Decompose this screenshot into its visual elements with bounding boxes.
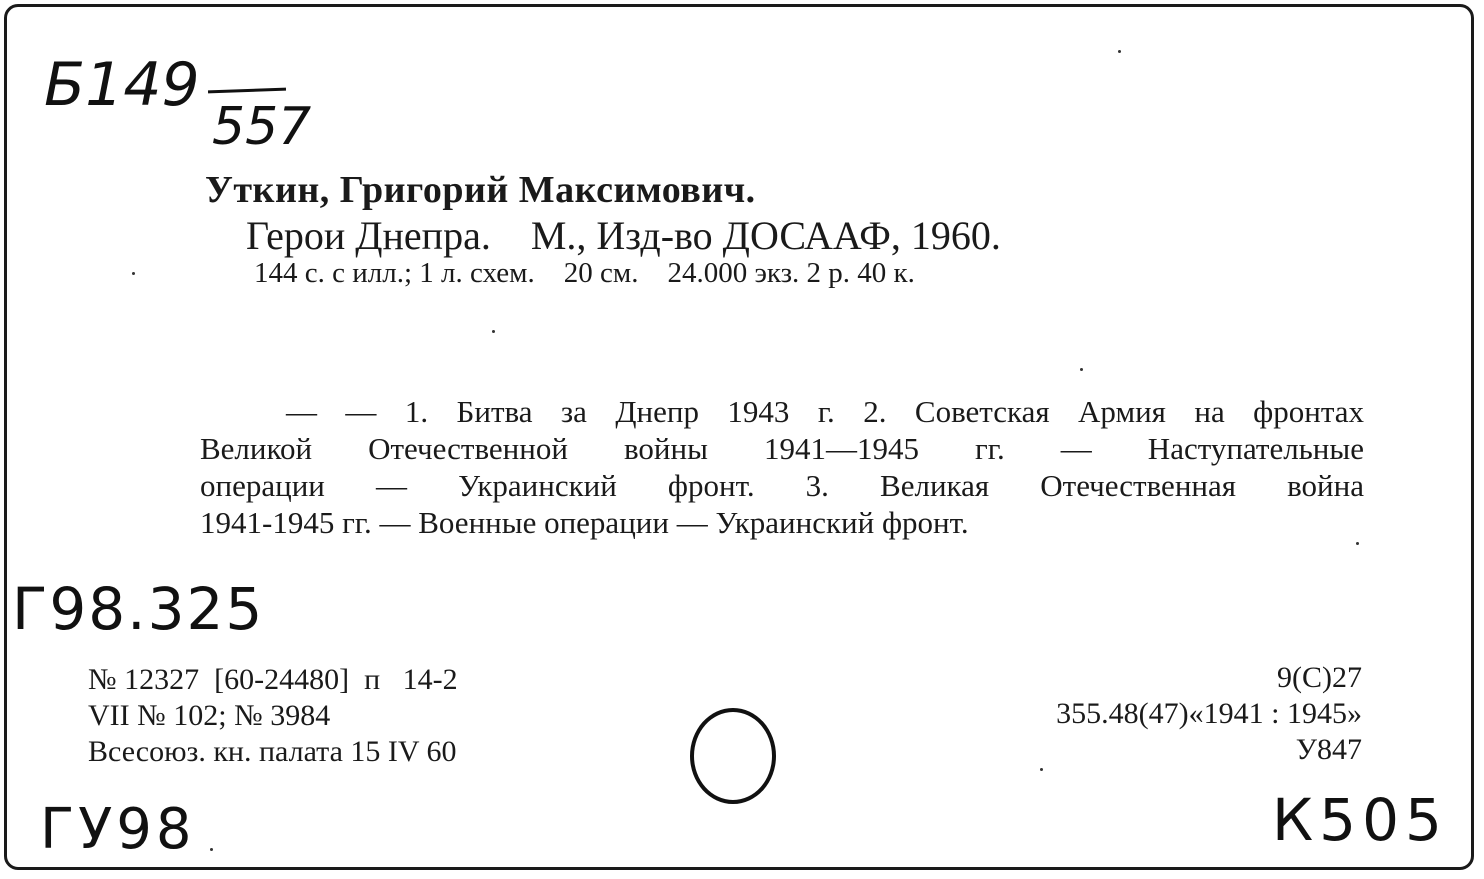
- subject-line: — — 1. Битва за Днепр 1943 г. 2. Советская Армия на фронтах: [286, 394, 1364, 429]
- subject-line: 1941-1945 гг. — Военные операции — Украинский фронт.: [200, 505, 969, 540]
- classification-line: 355.48(47)«1941 : 1945»: [1056, 697, 1362, 730]
- scan-speck: [1356, 542, 1359, 545]
- author-heading: Уткин, Григорий Максимович.: [205, 169, 756, 211]
- handwritten-classification: Г98.325: [12, 575, 265, 643]
- card-punch-hole: [690, 708, 776, 804]
- handwritten-classification-bottom: ГУ98: [40, 797, 196, 862]
- title-line: Герои Днепра. М., Изд-во ДОСААФ, 1960.: [246, 213, 1001, 258]
- scan-speck: [210, 848, 213, 851]
- scan-speck: [1118, 50, 1121, 53]
- scan-speck: [492, 330, 495, 333]
- classification-line: 9(С)27: [1277, 661, 1362, 694]
- imprint-line: 144 с. с илл.; 1 л. схем. 20 см. 24.000 экз. 2 р. 40 к.: [254, 257, 915, 289]
- subject-line: операции — Украинский фронт. 3. Великая Отечественная война: [200, 468, 1364, 503]
- classification-line: У847: [1295, 733, 1362, 766]
- registry-line: Всесоюз. кн. палата 15 IV 60: [88, 735, 457, 768]
- scan-speck: [132, 272, 135, 275]
- subject-headings: [200, 393, 1364, 541]
- registry-line: № 12327 [60-24480] п 14-2: [88, 663, 458, 696]
- handwritten-shelfmark: Б149: [44, 50, 200, 120]
- registry-block: [88, 662, 458, 770]
- classification-block: [1056, 660, 1362, 768]
- handwritten-author-mark: К505: [1272, 786, 1448, 854]
- scan-speck: [1040, 768, 1043, 771]
- registry-line: VII № 102; № 3984: [88, 699, 331, 732]
- scan-speck: [1080, 368, 1083, 371]
- handwritten-shelfmark-denominator: 557: [212, 97, 312, 157]
- subject-line: Великой Отечественной войны 1941—1945 гг. — Наступательные: [200, 431, 1364, 466]
